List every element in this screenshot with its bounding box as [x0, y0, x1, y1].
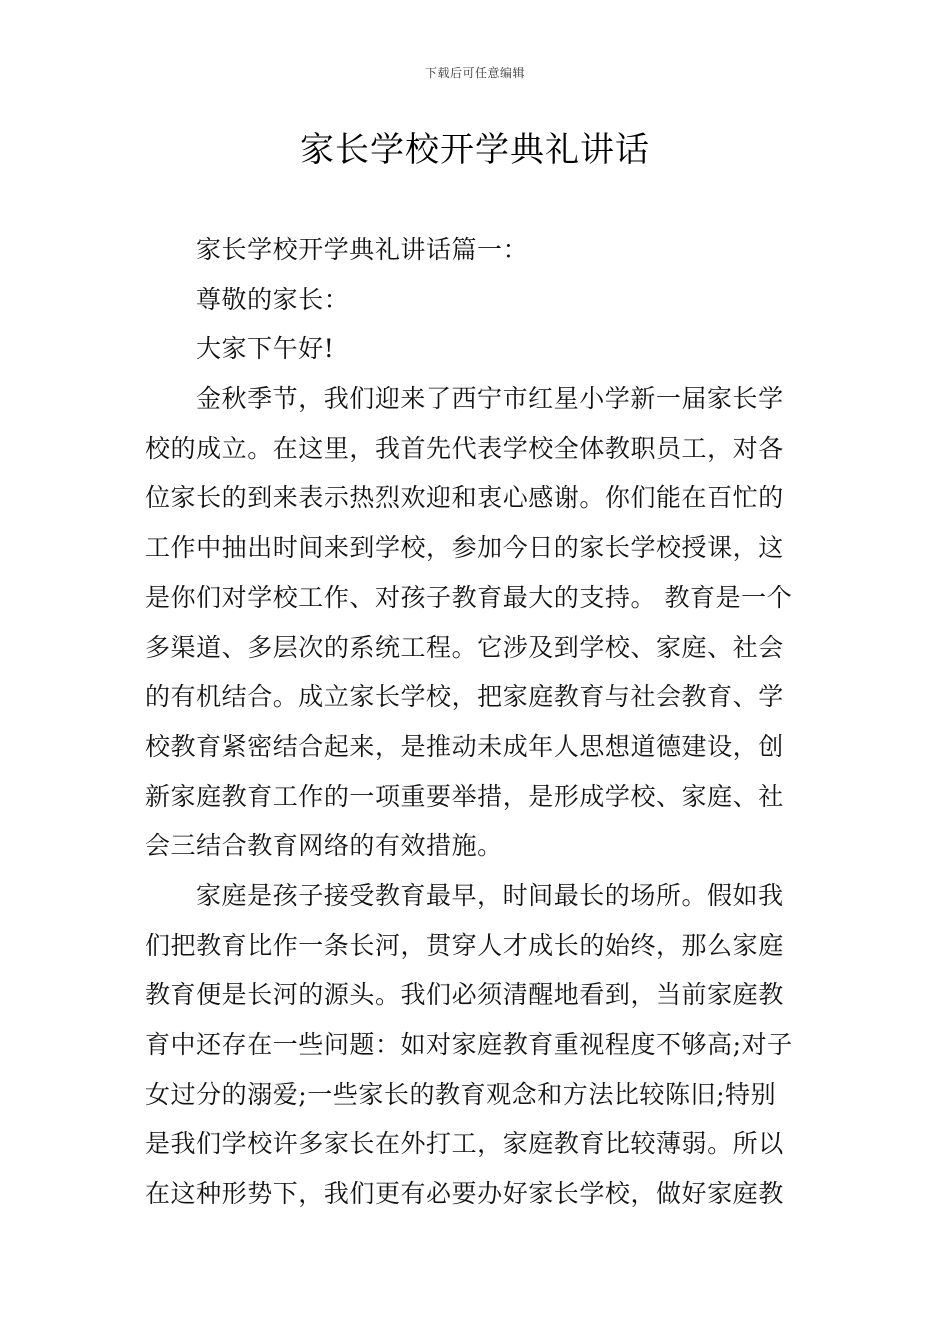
text-line: 育中还存在一些问题：如对家庭教育重视程度不够高;对子 — [145, 1030, 793, 1059]
text-line: 多渠道、多层次的系统工程。它涉及到学校、家庭、社会 — [145, 632, 784, 662]
text-line: 的有机结合。成立家长学校，把家庭教育与社会教育、学 — [145, 682, 784, 712]
text-line: 是我们学校许多家长在外打工，家庭教育比较薄弱。所以 — [145, 1129, 784, 1159]
document-title: 家长学校开学典礼讲话 — [300, 130, 650, 170]
text-line: 在这种形势下，我们更有必要办好家长学校，做好家庭教 — [145, 1179, 784, 1209]
text-line: 家长学校开学典礼讲话篇一： — [196, 235, 529, 264]
text-line: 会三结合教育网络的有效措施。 — [145, 831, 503, 861]
text-line: 校的成立。在这里，我首先代表学校全体教职员工，对各 — [145, 433, 784, 463]
text-line: 金秋季节，我们迎来了西宁市红星小学新一届家长学 — [196, 384, 784, 414]
text-line: 尊敬的家长： — [196, 284, 350, 314]
text-line: 工作中抽出时间来到学校，参加今日的家长学校授课，这 — [145, 533, 784, 563]
text-line: 女过分的溺爱;一些家长的教育观念和方法比较陈旧;特别 — [145, 1079, 777, 1109]
text-line: 家庭是孩子接受教育最早，时间最长的场所。假如我 — [196, 880, 784, 910]
text-line: 是你们对学校工作、对孩子教育最大的支持。 教育是一个 — [145, 582, 793, 612]
text-line: 们把教育比作一条长河，贯穿人才成长的始终，那么家庭 — [145, 930, 784, 960]
page-header-note: 下载后可任意编辑 — [424, 66, 525, 80]
document-body — [145, 225, 807, 1219]
text-line: 校教育紧密结合起来，是推动未成年人思想道德建设，创 — [145, 731, 784, 761]
text-line: 大家下午好! — [196, 334, 335, 364]
text-line: 新家庭教育工作的一项重要举措，是形成学校、家庭、社 — [145, 781, 784, 811]
text-line: 教育便是长河的源头。我们必须清醒地看到，当前家庭教 — [145, 980, 784, 1010]
text-line: 位家长的到来表示热烈欢迎和衷心感谢。你们能在百忙的 — [145, 483, 784, 513]
